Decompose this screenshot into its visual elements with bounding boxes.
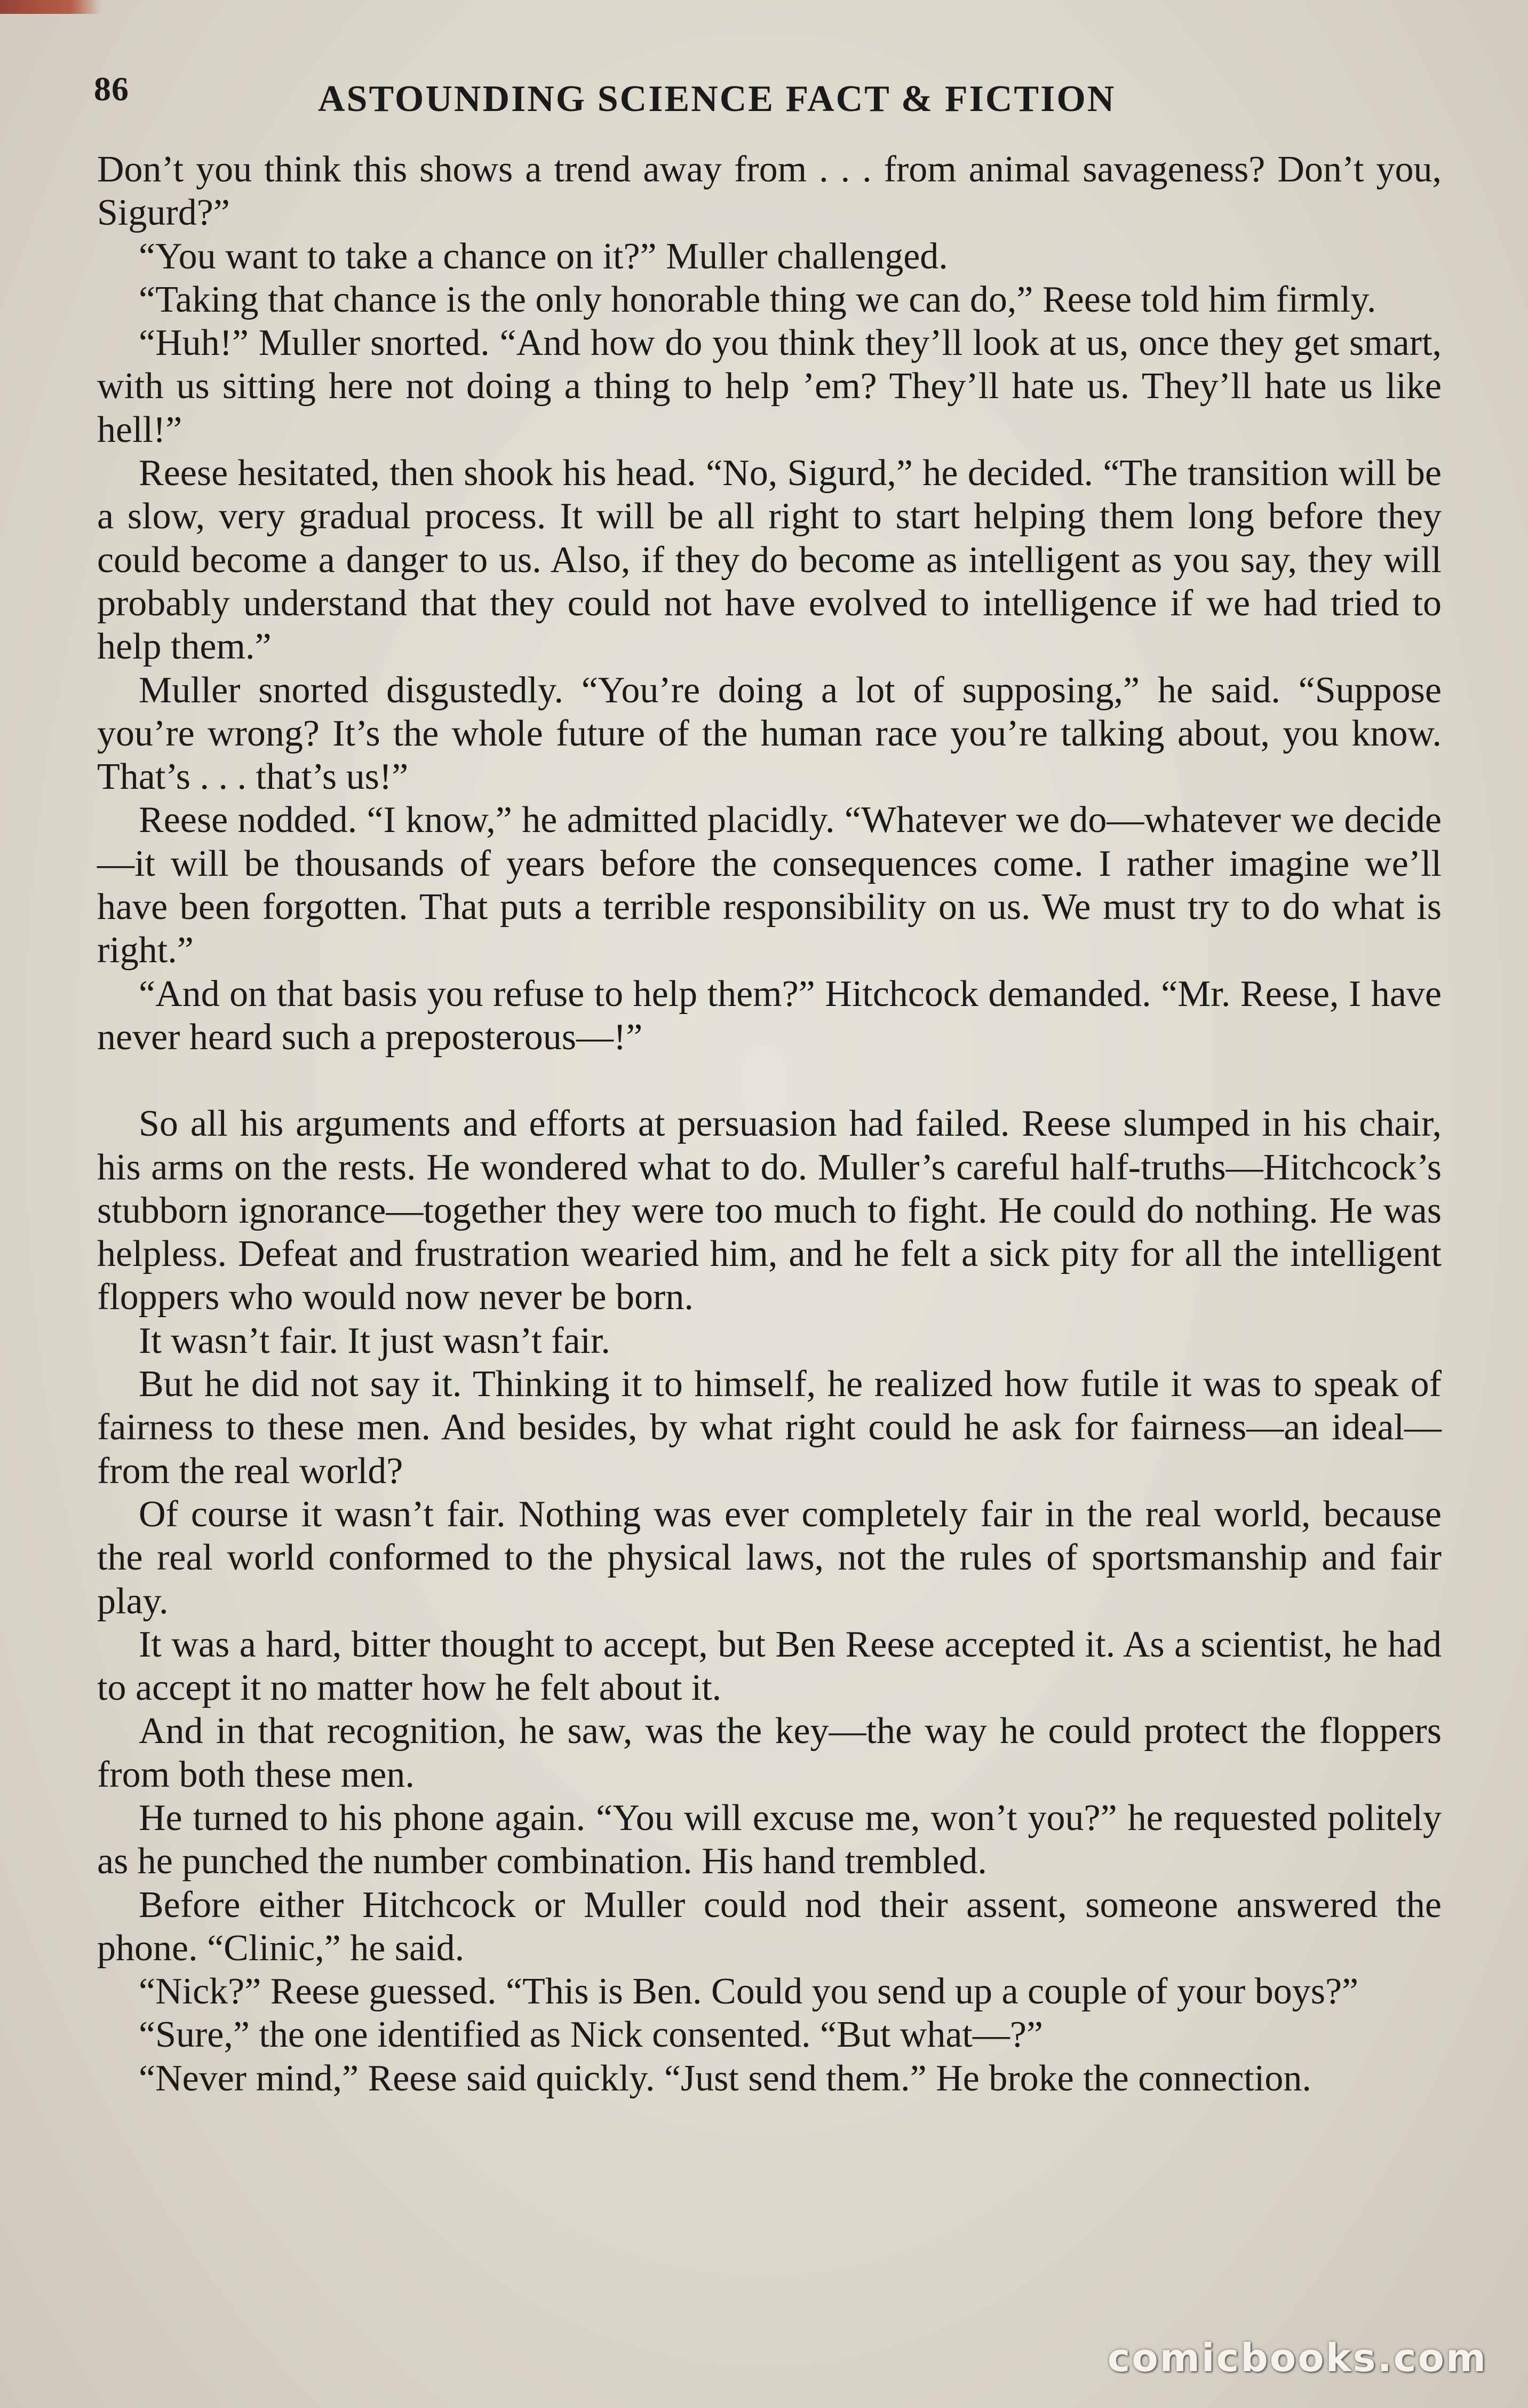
paragraph: “Nick?” Reese guessed. “This is Ben. Could you send up a couple of your boys?”	[139, 1971, 1359, 2013]
paragraph: “Never mind,” Reese said quickly. “Just send them.” He broke the connection.	[139, 2057, 1311, 2099]
page-header	[94, 69, 1438, 128]
paragraph: Don’t you think this shows a trend away from . . . from animal savageness? Don’t you, Sigurd?”	[97, 149, 1442, 234]
paragraph: But he did not say it. Thinking it to himself, he realized how futile it was to speak of fairness to these men. And besides, by what right could he ask for fairness—an ideal—from the real world?	[97, 1364, 1442, 1492]
section-break	[97, 1059, 1442, 1102]
paragraph: Before either Hitchcock or Muller could nod their assent, someone answered the phone. “Clinic,” he said.	[97, 1884, 1442, 1969]
paragraph: Reese hesitated, then shook his head. “No, Sigurd,” he decided. “The transition will be a slow, very gradual process. It will be all right to start helping them long before they could become a danger to us. Also, if they do become as intelligent as you say, they will probably understand that they could not have evolved to intelligence if we had tried to help them.”	[97, 453, 1442, 668]
paragraph: Reese nodded. “I know,” he admitted placidly. “Whatever we do—whatever we decide—it will be thousands of years before the consequences come. I rather imagine we’ll have been forgotten. That puts a terrible responsibility on us. We must try to do what is right.”	[97, 799, 1442, 971]
paragraph: So all his arguments and efforts at persuasion had failed. Reese slumped in his chair, his arms on the rests. He wondered what to do. Muller’s careful half-truths—Hitchcock’s stubborn ignorance—together they were too much to fight. He could do nothing. He was helpless. Defeat and frustration wearied him, and he felt a sick pity for all the intelligent floppers who would now never be born.	[97, 1103, 1442, 1318]
paragraph: It wasn’t fair. It just wasn’t fair.	[139, 1320, 610, 1361]
story-text	[97, 148, 1442, 2100]
paragraph: “Huh!” Muller snorted. “And how do you think they’ll look at us, once they get smart, with us sitting here not doing a thing to help ’em? They’ll hate us. They’ll hate us like hell!”	[97, 322, 1442, 450]
paragraph: “And on that basis you refuse to help them?” Hitchcock demanded. “Mr. Reese, I have never heard such a preposterous—!”	[97, 973, 1442, 1058]
page-number: 86	[94, 70, 129, 108]
paragraph: And in that recognition, he saw, was the key—the way he could protect the floppers from both these men.	[97, 1710, 1442, 1795]
paragraph: “Taking that chance is the only honorable thing we can do,” Reese told him firmly.	[139, 279, 1376, 320]
page-corner-stain	[0, 0, 101, 14]
paragraph: “You want to take a chance on it?” Muller challenged.	[139, 235, 948, 277]
paragraph: It was a hard, bitter thought to accept, but Ben Reese accepted it. As a scientist, he had to accept it no matter how he felt about it.	[97, 1623, 1442, 1709]
paragraph: “Sure,” the one identified as Nick consented. “But what—?”	[139, 2014, 1043, 2056]
watermark: comicbooks.com	[1107, 2335, 1487, 2380]
paragraph: Of course it wasn’t fair. Nothing was ever completely fair in the real world, because the real world conformed to the physical laws, not the rules of sportsmanship and fair play.	[97, 1493, 1442, 1622]
paragraph: Muller snorted disgustedly. “You’re doing a lot of supposing,” he said. “Suppose you’re wrong? It’s the whole future of the human race you’re talking about, you know. That’s . . . that’s us!”	[97, 669, 1442, 798]
running-head: ASTOUNDING SCIENCE FACT & FICTION	[318, 78, 1116, 120]
paragraph: He turned to his phone again. “You will excuse me, won’t you?” he requested politely as he punched the number combination. His hand trembled.	[97, 1797, 1442, 1882]
